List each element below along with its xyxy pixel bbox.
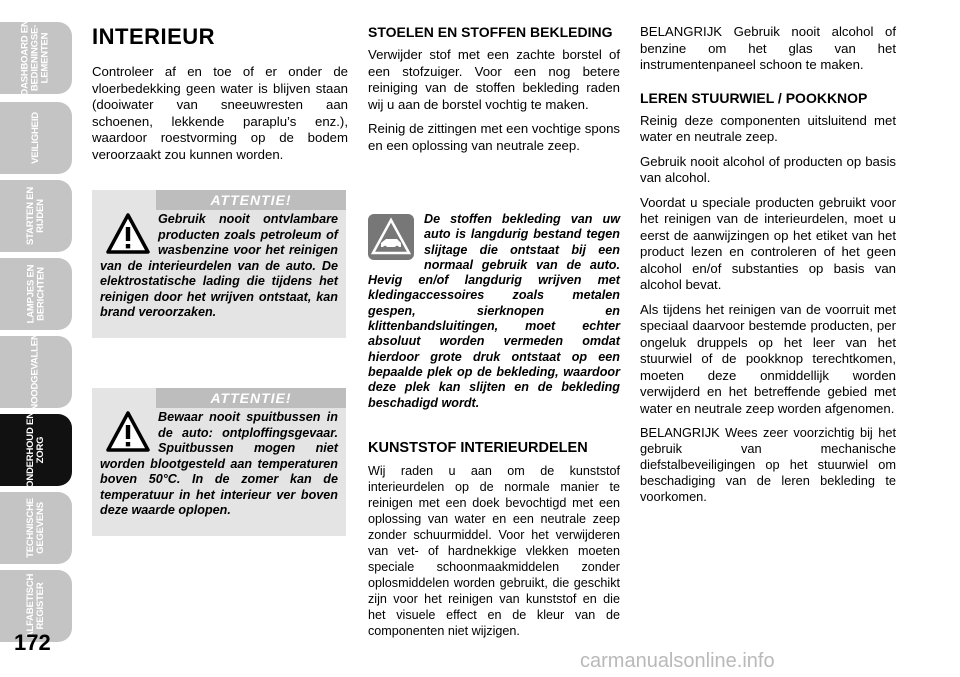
note-box-upholstery [368, 212, 620, 411]
warning-text: Gebruik nooit ontvlambare producten zoals petroleum of wasbenzine voor het reinigen van de interieurdelen van de auto. De elektrostatische lading die tijdens het reinigen door het wrijven ontstaat, kan brand veroorzaken. [100, 212, 338, 319]
tab-label: ALFABETISCH REGISTER [25, 573, 46, 639]
paragraph: Gebruik nooit alcohol of producten op basis van alcohol. [640, 153, 896, 185]
column-2-lower [368, 440, 620, 647]
warning-heading: ATTENTIE! [156, 190, 346, 210]
tab-lampjes-berichten[interactable] [0, 258, 72, 330]
column-1 [92, 24, 348, 171]
tab-label: NOODGEVALLEN [30, 333, 41, 411]
paragraph: Reinig deze componenten uitsluitend met water en neutrale zeep. [640, 112, 896, 144]
column-2 [368, 24, 620, 162]
note-text: De stoffen bekleding van uw auto is langdurig bestand tegen slijtage die ontstaat bij een normaal gebruik van de auto. Hevig en/of langdurig wrijven met kledingaccessoires zoals metalen gespen, sierknopen en klittenbandsluitingen, moet echter absoluut worden vermeden omdat hierdoor grote druk ontstaat op een bepaalde plek op de bekleding, waardoor deze plek kan slijten en de bekleding beschadigd wordt. [368, 212, 620, 410]
paragraph: Verwijder stof met een zachte borstel of een stofzuiger. Voor een nog betere reiniging van de stoffen bekleding raden wij u aan de borstel vochtig te maken. [368, 47, 620, 112]
warning-box-spray-cans [92, 388, 346, 536]
page-number: 172 [14, 630, 51, 655]
tab-starten-rijden[interactable] [0, 180, 72, 252]
tab-technische-gegevens[interactable] [0, 492, 72, 564]
warning-triangle-icon [106, 212, 150, 256]
tab-label: LAMPJES EN BERICHTEN [25, 264, 46, 324]
tab-onderhoud-zorg[interactable] [0, 414, 72, 486]
column-3 [640, 24, 896, 513]
tab-label: STARTEN EN RIJDEN [25, 187, 46, 245]
tab-label: DASHBOARD EN BEDIENINGSE- LEMENTEN [20, 20, 51, 96]
paragraph: Wij raden u aan om de kunststof interieurdelen op de normale manier te reinigen met een doek bevochtigd met een oplossing van water en een neutrale zeep zonder schuurmiddel. Voor het verwijderen van vet- of hardnekkige vlekken moeten speciale schoonmaakmiddelen zonder oplosmiddelen worden gebruikt, die geschikt zijn voor het reinigen van kunststof en die het visuele effect en de kleur van de componenten niet wijzigen. [368, 464, 620, 638]
tab-noodgevallen[interactable] [0, 333, 72, 411]
paragraph: Als tijdens het reinigen van de voorruit met speciaal daarvoor bestemde producten, per ongeluk druppels op het leer van het stuurwiel of de pookknop terechtkomen, moeten deze onmiddellijk worden verwijderd en het betreffende gebied met water en neutrale zeep worden afgenomen. [640, 301, 896, 416]
tab-label: TECHNISCHE GEGEVENS [24, 498, 46, 558]
watermark: carmanualsonline.info [580, 650, 775, 672]
paragraph: Reinig de zittingen met een vochtige spons en een oplossing van neutrale zeep. [368, 121, 620, 153]
tab-label: VEILIGHEID [30, 112, 41, 164]
paragraph: BELANGRIJK Gebruik nooit alcohol of benzine om het glas van het instrumentenpaneel schoon te maken. [640, 24, 896, 72]
paragraph: BELANGRIJK Wees zeer voorzichtig bij het gebruik van mechanische diefstalbeveiligingen op het stuurwiel om beschadiging van de leren bekleding te voorkomen. [640, 425, 896, 504]
section-heading-leather: LEREN STUURWIEL / POOKKNOP [640, 89, 868, 106]
page-title: INTERIEUR [92, 24, 216, 49]
warning-heading: ATTENTIE! [156, 388, 346, 408]
tab-dashboard[interactable] [0, 22, 72, 94]
section-heading-seats: STOELEN EN STOFFEN BEKLEDING [368, 24, 613, 40]
paragraph: Voordat u speciale producten gebruikt voor het reinigen van de interieurdelen, moet u eerst de aanwijzingen op het etiket van het product lezen en controleren of het geen alcohol en/of substanties op basis van alcohol bevat. [640, 194, 896, 292]
warning-box-flammable [92, 190, 346, 338]
tab-veiligheid[interactable] [0, 102, 72, 174]
intro-paragraph: Controleer af en toe of er onder de vloerbedekking geen water is blijven staan (dooiwater van sneeuwresten aan schoenen, lekkende paraplu’s enz.), waardoor roestvorming op de bodem veroorzaakt zou kunnen worden. [92, 64, 348, 162]
warning-triangle-icon [106, 410, 150, 454]
tab-label: ONDERHOUD EN ZORG [25, 412, 46, 488]
car-note-icon [368, 214, 414, 260]
warning-text: Bewaar nooit spuitbussen in de auto: ontploffingsgevaar. Spuitbussen mogen niet worden blootgesteld aan temperaturen boven 50°C. In de zomer kan de temperatuur in het interieur ver boven deze waarde oplopen. [100, 410, 338, 517]
section-heading-plastic: KUNSTSTOF INTERIEURDELEN [368, 440, 588, 456]
